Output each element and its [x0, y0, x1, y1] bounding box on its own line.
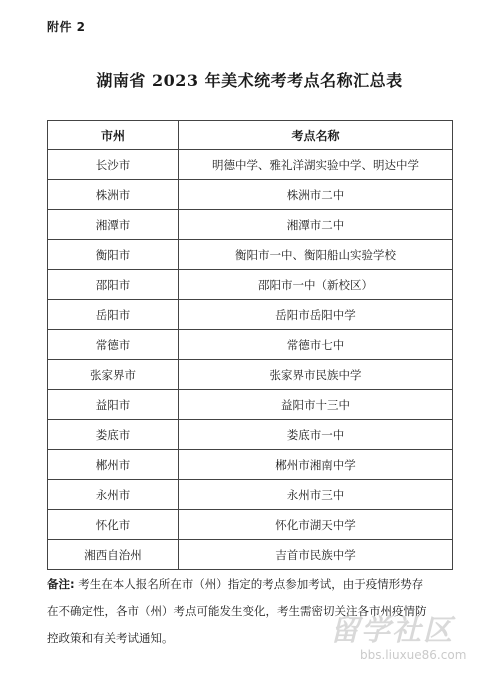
- site-cell: 湘潭市二中: [179, 210, 453, 240]
- site-cell: 娄底市一中: [179, 420, 453, 450]
- table-row: [48, 510, 453, 540]
- table-row: [48, 360, 453, 390]
- site-cell: 衡阳市一中、衡阳船山实验学校: [179, 240, 453, 270]
- table-row: [48, 450, 453, 480]
- city-cell: 永州市: [48, 480, 179, 510]
- table-row: [48, 390, 453, 420]
- table-row: [48, 270, 453, 300]
- city-cell: 长沙市: [48, 150, 179, 180]
- table-row: [48, 240, 453, 270]
- site-cell: 岳阳市岳阳中学: [179, 300, 453, 330]
- city-cell: 湘西自治州: [48, 540, 179, 570]
- city-cell: 岳阳市: [48, 300, 179, 330]
- city-cell: 郴州市: [48, 450, 179, 480]
- city-cell: 益阳市: [48, 390, 179, 420]
- site-cell: 怀化市湖天中学: [179, 510, 453, 540]
- remarks-label: 备注:: [47, 577, 75, 591]
- watermark-logo: 留学社区: [330, 613, 455, 647]
- table-row: [48, 480, 453, 510]
- table-row: [48, 210, 453, 240]
- city-cell: 邵阳市: [48, 270, 179, 300]
- remarks-text-3: 控政策和有关考试通知。: [47, 631, 174, 645]
- site-cell: 郴州市湘南中学: [179, 450, 453, 480]
- remarks-text-2: 在不确定性，各市（州）考点可能发生变化，考生需密切关注各市州疫情防: [47, 604, 427, 618]
- site-cell: 益阳市十三中: [179, 390, 453, 420]
- city-cell: 株洲市: [48, 180, 179, 210]
- table-row: [48, 540, 453, 570]
- site-cell: 吉首市民族中学: [179, 540, 453, 570]
- document-title: 湖南省 2023 年美术统考考点名称汇总表: [96, 71, 403, 90]
- site-watermark: [330, 608, 495, 670]
- table-row: [48, 300, 453, 330]
- city-cell: 衡阳市: [48, 240, 179, 270]
- column-header-site: 考点名称: [179, 121, 453, 150]
- site-cell: 张家界市民族中学: [179, 360, 453, 390]
- attachment-label: 附件 2: [47, 20, 86, 34]
- table-row: [48, 330, 453, 360]
- remarks-text-1: 考生在本人报名所在市（州）指定的考点参加考试，由于疫情形势存: [78, 577, 424, 591]
- watermark-url: bbs.liuxue86.com: [360, 648, 467, 662]
- city-cell: 常德市: [48, 330, 179, 360]
- table-row: [48, 420, 453, 450]
- site-cell: 邵阳市一中（新校区）: [179, 270, 453, 300]
- city-cell: 张家界市: [48, 360, 179, 390]
- site-cell: 常德市七中: [179, 330, 453, 360]
- exam-site-table: [47, 120, 453, 570]
- column-header-city: 市州: [48, 121, 179, 150]
- remarks-line-1: [47, 571, 462, 598]
- site-cell: 明德中学、雅礼洋湖实验中学、明达中学: [179, 150, 453, 180]
- table-header-row: [48, 121, 453, 150]
- table-row: [48, 150, 453, 180]
- city-cell: 娄底市: [48, 420, 179, 450]
- city-cell: 怀化市: [48, 510, 179, 540]
- city-cell: 湘潭市: [48, 210, 179, 240]
- site-cell: 永州市三中: [179, 480, 453, 510]
- site-cell: 株洲市二中: [179, 180, 453, 210]
- table-row: [48, 180, 453, 210]
